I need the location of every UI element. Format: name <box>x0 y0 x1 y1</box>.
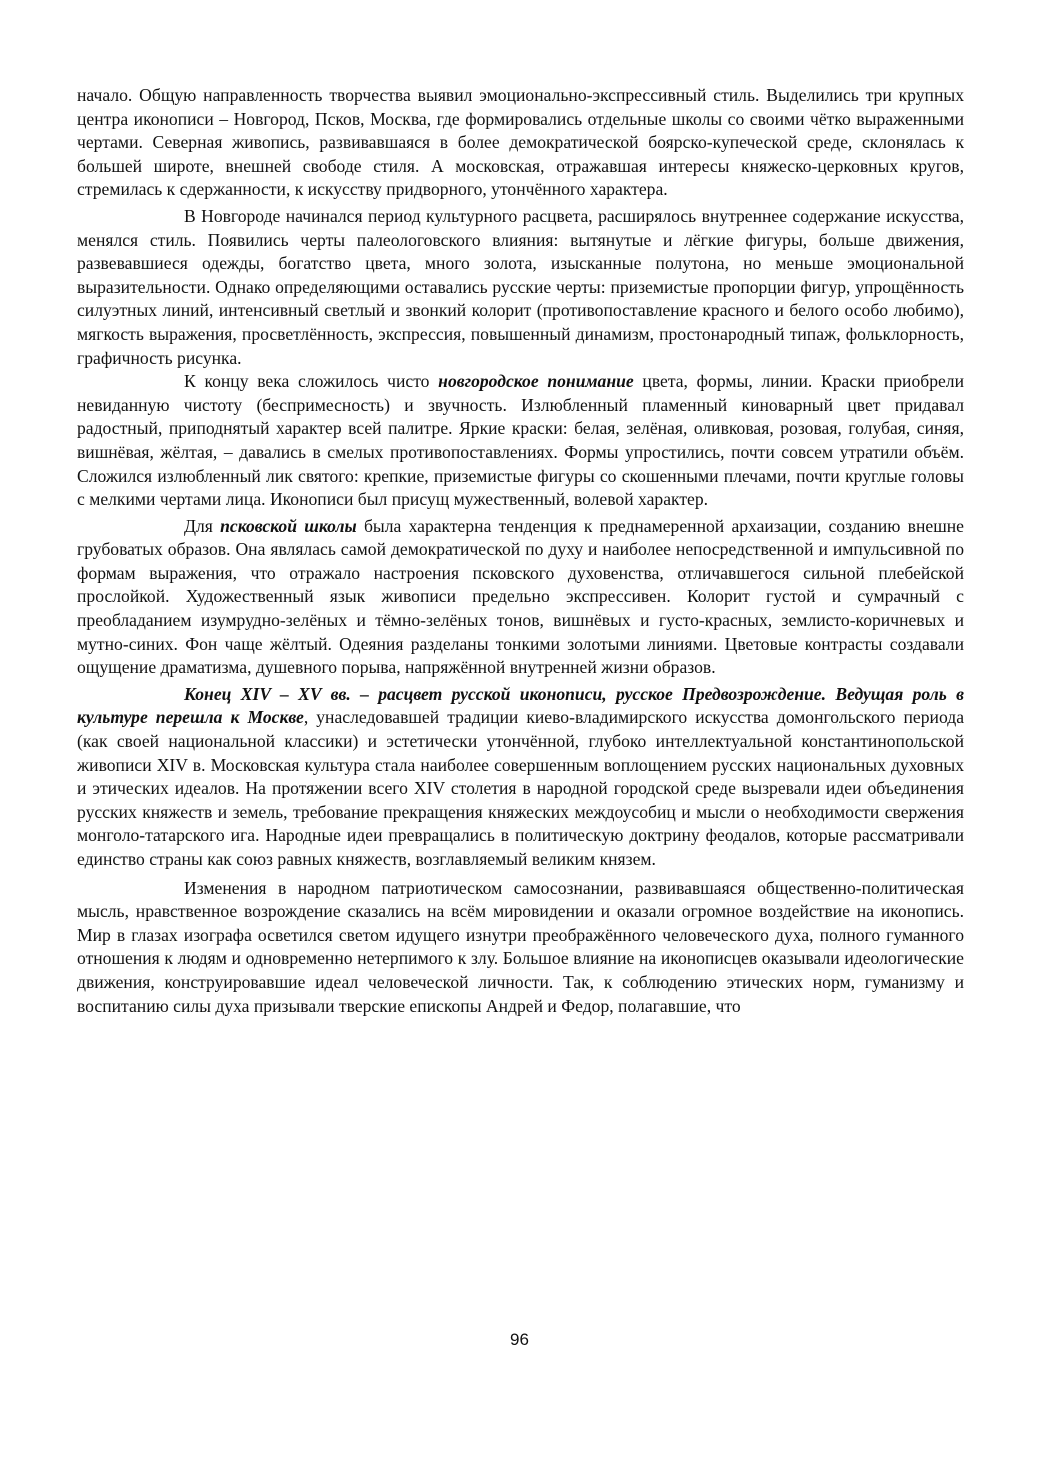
text-run: цвета, формы, линии. Краски приобрели невиданную чистоту (беспримесность) и звучность. Излюбленный пламенный киноварный цвет придавал радостный, приподнятый характер всей палитре. Яркие краски: белая, зелёная, оливковая, розовая, голубая, синяя, вишнёвая, жёлтая, – давались в смелых противопоставлениях. Формы упростились, почти совсем утратили объём. Сложился излюбленный лик святого: крепкие, приземистые фигуры со скошенными плечами, почти круглые головы с мелкими чертами лица. Иконописи был присущ мужественный, волевой характер. <box>77 371 964 510</box>
text-run: , унаследовавшей традиции киево-владимирского искусства домонгольского периода (как своей национальной классики) и эстетически утончённой, глубоко интеллектуальной константинопольской живописи XIV в. Московская культура стала наиболее совершенным воплощением русских национальных духовных и этических идеалов. На протяжении всего XIV столетия в народной городской среде вызревали идеи объединения русских княжеств и земель, требование прекращения княжеских междоусобиц и мысли о необходимости свержения монголо-татарского ига. Народные идеи превращались в политическую доктрину феодалов, которые рассматривали единство страны как союз равных княжеств, возглавляемый великим князем. <box>77 707 965 869</box>
text-run: была характерна тенденция к преднамеренной архаизации, созданию внешне грубоватых образов. Она являлась самой демократической по духу и наиболее непосредственной и импульсивной по формам выражения, что отражало настроения псковского духовенства, отличавшегося сильной плебейской прослойкой. Художественный язык живописи предельно экспрессивен. Колорит густой и сумрачный с преобладанием изумрудно-зелёных и тёмно-зелёных тонов, вишнёвых и густо-красных, землисто-коричневых и мутно-синих. Фон чаще жёлтый. Одеяния разделаны тонкими золотыми линиями. Цветовые контрасты создавали ощущение драматизма, душевного порыва, напряжённой внутренней жизни образов. <box>77 515 964 678</box>
paragraph <box>77 683 964 872</box>
paragraph <box>77 515 964 680</box>
emphasis-term: псковской школы <box>220 515 357 536</box>
emphasis-term: новгородское понимание <box>438 371 634 392</box>
text-run: Изменения в народном патриотическом самосознании, развивавшаяся общественно-политическая мысль, нравственное возрождение сказались на всём мировидении и оказали огромное воздействие на иконопись. Мир в глазах изографа осветился светом идущего изнутри преображённого человеческого духа, полного гуманного отношения к людям и одновременно нетерпимого к злу. Большое влияние на иконописцев оказывали идеологические движения, конструировавшие идеал человеческой личности. Так, к соблюдению этических норм, гуманизму и воспитанию силы духа призывали тверские епископы Андрей и Федор, полагавшие, что <box>77 877 964 1016</box>
paragraph <box>77 205 964 370</box>
text-run: Для <box>184 515 221 536</box>
text-run: К концу века сложилось чисто <box>184 371 439 392</box>
body-text <box>77 84 964 1018</box>
emphasis-heading: Конец XIV – XV вв. – расцвет русской иконописи, русское Предвозрождение. Ведущая роль в культуре перешла к Москве <box>77 683 964 728</box>
paragraph <box>77 84 964 202</box>
text-run: В Новгороде начинался период культурного расцвета, расширялось внутреннее содержание искусства, менялся стиль. Появились черты палеологовского влияния: вытянутые и лёгкие фигуры, больше движения, развевавшиеся одежды, богатство цвета, много золота, изысканные полутона, но меньше эмоциональной выразительности. Однако определяющими оставались русские черты: приземистые пропорции фигур, упрощённость силуэтных линий, интенсивный светлый и звонкий колорит (противопоставление красного и белого особо любимо), мягкость выражения, просветлённость, экспрессия, повышенный динамизм, простонародный типаж, фольклорность, графичность рисунка. <box>77 205 964 368</box>
text-run: начало. Общую направленность творчества выявил эмоционально-экспрессивный стиль. Выделились три крупных центра иконописи – Новгород, Псков, Москва, где формировались отдельные школы со своими чётко выраженными чертами. Северная живопись, развивавшаяся в более демократической боярско-купеческой среде, склонялась к большей широте, внешней свободе стиля. А московская, отражавшая интересы княжеско-церковных кругов, стремилась к сдержанности, к искусству придворного, утончённого характера. <box>77 85 964 200</box>
paragraph <box>77 370 964 512</box>
paragraph <box>77 877 964 1019</box>
page-number: 96 <box>510 1330 529 1349</box>
